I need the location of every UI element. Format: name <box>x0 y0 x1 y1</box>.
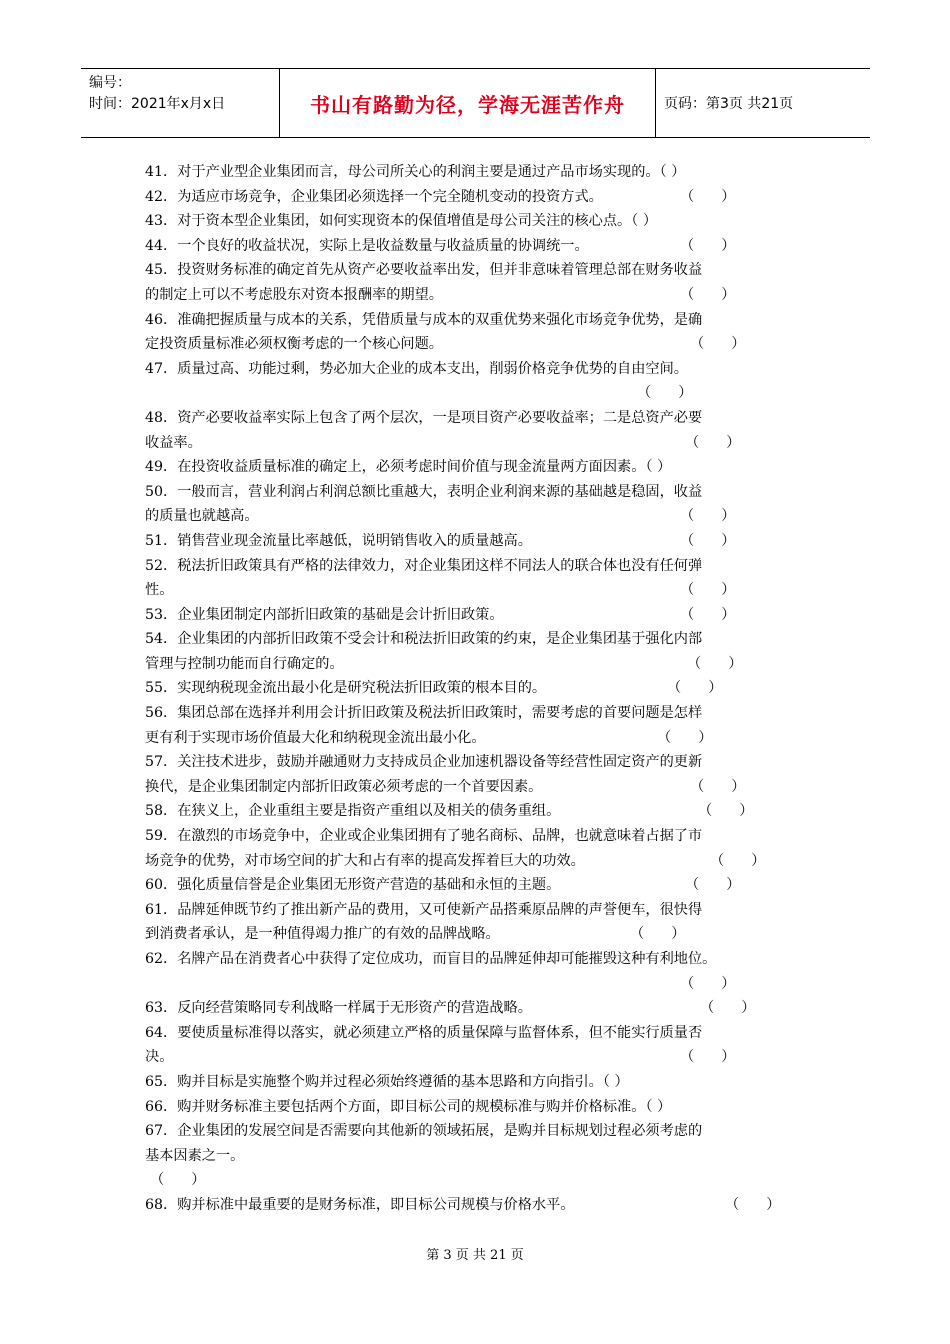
answer-parentheses: （ ） <box>690 778 746 795</box>
question-item <box>145 603 805 628</box>
question-item <box>145 676 805 701</box>
question-item <box>145 750 805 799</box>
question-item <box>145 701 805 750</box>
question-item <box>145 480 805 529</box>
question-item <box>145 406 805 455</box>
question-text-line: 到消费者承认，是一种值得竭力推广的有效的品牌战略。 <box>145 926 500 943</box>
question-text-line: 49．在投资收益质量标准的确定上，必须考虑时间价值与现金流量两方面因素。（ ） <box>145 459 672 476</box>
question-item <box>145 1193 805 1218</box>
answer-parentheses: （ ） <box>685 434 741 451</box>
question-item <box>145 234 805 259</box>
question-text-line: 44．一个良好的收益状况，实际上是收益数量与收益质量的协调统一。 <box>145 237 589 254</box>
page-header <box>81 68 870 138</box>
answer-parentheses: （ ） <box>690 336 746 353</box>
question-text-line <box>145 1168 805 1193</box>
question-list <box>145 160 805 1218</box>
question-text-line: 管理与控制功能而自行确定的。 <box>145 655 344 672</box>
question-item <box>145 258 805 307</box>
question-item <box>145 898 805 947</box>
question-item <box>145 824 805 873</box>
question-text-line: 61．品牌延伸既节约了推出新产品的费用，又可使新产品搭乘原品牌的声誉便车，很快得 <box>145 901 703 918</box>
question-text-line: 47．质量过高、功能过剩，势必加大企业的成本支出，削弱价格竞争优势的自由空间。 <box>145 360 688 377</box>
question-text-line: 场竞争的优势，对市场空间的扩大和占有率的提高发挥着巨大的功效。 <box>145 852 585 869</box>
answer-parentheses: （ ） <box>680 606 736 623</box>
answer-parentheses: （ ） <box>680 508 736 525</box>
question-text-line: 57．关注技术进步，鼓励并融通财力支持成员企业加速机器设备等经营性固定资产的更新 <box>145 754 703 771</box>
answer-parentheses: （ ） <box>637 385 693 402</box>
answer-parentheses: （ ） <box>680 188 736 205</box>
question-text-line: 性。 <box>145 582 174 599</box>
answer-parentheses: （ ） <box>725 1196 781 1213</box>
question-text-line: 54．企业集团的内部折旧政策不受会计和税法折旧政策的约束，是企业集团基于强化内部 <box>145 631 703 648</box>
question-item <box>145 1070 805 1095</box>
question-text-line: 63．反向经营策略同专利战略一样属于无形资产的营造战略。 <box>145 1000 532 1017</box>
question-text-line: 定投资质量标准必须权衡考虑的一个核心问题。 <box>145 336 443 353</box>
question-text-line: 67．企业集团的发展空间是否需要向其他新的领域拓展，是购并目标规划过程必须考虑的 <box>145 1123 703 1140</box>
question-text-line: 62．名牌产品在消费者心中获得了定位成功，而盲目的品牌延伸却可能摧毁这种有利地位。 <box>145 951 717 967</box>
question-text-line: 52．税法折旧政策具有严格的法律效力，对企业集团这样不同法人的联合体也没有任何弹 <box>145 557 703 574</box>
question-item <box>145 627 805 676</box>
question-item <box>145 554 805 603</box>
question-item <box>145 947 805 996</box>
question-item <box>145 160 805 185</box>
question-text-line: 66．购并财务标准主要包括两个方面，即目标公司的规模标准与购并价格标准。（ ） <box>145 1098 672 1115</box>
document-date: 时间：2021年x月x日 <box>89 96 226 112</box>
question-text-line: 48．资产必要收益率实际上包含了两个层次，一是项目资产必要收益率；二是总资产必要 <box>145 409 703 426</box>
question-item <box>145 873 805 898</box>
answer-parentheses: （ ） <box>685 877 741 894</box>
question-item <box>145 996 805 1021</box>
question-item <box>145 308 805 357</box>
question-text-line: 42．为适应市场竞争，企业集团必须选择一个完全随机变动的投资方式。 <box>145 188 603 205</box>
answer-parentheses: （ ） <box>687 655 743 672</box>
answer-parentheses: （ ） <box>680 237 736 254</box>
question-text-line: 45．投资财务标准的确定首先从资产必要收益率出发，但并非意味着管理总部在财务收益 <box>145 262 703 279</box>
document-number-label: 编号： <box>89 75 131 91</box>
question-text-line: 65．购并目标是实施整个购并过程必须始终遵循的基本思路和方向指引。（ ） <box>145 1073 629 1090</box>
question-text-line: 55．实现纳税现金流出最小化是研究税法折旧政策的根本目的。 <box>145 680 547 697</box>
answer-parentheses: （ ） <box>680 975 736 992</box>
question-text-line: 收益率。 <box>145 434 202 451</box>
question-item <box>145 799 805 824</box>
header-meta <box>81 69 280 137</box>
answer-parentheses: （ ） <box>700 1000 756 1017</box>
question-text-line: 的制定上可以不考虑股东对资本报酬率的期望。 <box>145 286 443 303</box>
question-text-line: 51．销售营业现金流量比率越低，说明销售收入的质量越高。 <box>145 532 532 549</box>
question-text-line: 46．准确把握质量与成本的关系，凭借质量与成本的双重优势来强化市场竞争优势，是确 <box>145 311 703 328</box>
question-text-line: 决。 <box>145 1049 174 1066</box>
answer-parentheses: （ ） <box>680 1049 736 1066</box>
question-item <box>145 529 805 554</box>
question-item <box>145 357 805 406</box>
question-text-line: 58．在狭义上，企业重组主要是指资产重组以及相关的债务重组。 <box>145 803 561 820</box>
question-text-line: 的质量也就越高。 <box>145 508 259 525</box>
question-item <box>145 185 805 210</box>
answer-parentheses: （ ） <box>680 582 736 599</box>
question-text-line: 56．集团总部在选择并利用会计折旧政策及税法折旧政策时，需要考虑的首要问题是怎样 <box>145 705 703 722</box>
question-text-line: 更有利于实现市场价值最大化和纳税现金流出最小化。 <box>145 729 486 746</box>
question-item <box>145 1119 805 1193</box>
question-item <box>145 209 805 234</box>
answer-parentheses: （ ） <box>710 852 766 869</box>
answer-parentheses: （ ） <box>667 680 723 697</box>
answer-parentheses: （ ） <box>698 803 754 820</box>
question-item <box>145 455 805 480</box>
question-text-line: 68．购并标准中最重要的是财务标准，即目标公司规模与价格水平。 <box>145 1196 575 1213</box>
answer-parentheses: （ ） <box>630 926 686 943</box>
answer-parentheses: （ ） <box>680 532 736 549</box>
question-text-line: 换代，是企业集团制定内部折旧政策必须考虑的一个首要因素。 <box>145 778 543 795</box>
question-text-line: 60．强化质量信誉是企业集团无形资产营造的基础和永恒的主题。 <box>145 877 561 894</box>
question-text-line: 64．要使质量标准得以落实，就必须建立严格的质量保障与监督体系，但不能实行质量否 <box>145 1024 703 1041</box>
answer-parentheses: （ ） <box>680 286 736 303</box>
header-page-code: 页码：第3页 共21页 <box>664 96 794 112</box>
header-motto: 书山有路勤为径，学海无涯苦作舟 <box>280 69 656 137</box>
question-text-line: 43．对于资本型企业集团，如何实现资本的保值增值是母公司关注的核心点。（ ） <box>145 213 658 230</box>
question-text-line: 基本因素之一。 <box>145 1147 245 1164</box>
question-item <box>145 1021 805 1070</box>
question-text-line <box>145 381 805 406</box>
question-text-line: 50．一般而言，营业利润占利润总额比重越大，表明企业利润来源的基础越是稳固，收益 <box>145 483 703 500</box>
answer-parentheses: （ ） <box>150 1172 206 1189</box>
question-text-line: 53．企业集团制定内部折旧政策的基础是会计折旧政策。 <box>145 606 504 623</box>
question-text-line: 59．在激烈的市场竞争中，企业或企业集团拥有了驰名商标、品牌，也就意味着占据了市 <box>145 828 703 845</box>
question-item <box>145 1095 805 1120</box>
question-text-line: 41．对于产业型企业集团而言，母公司所关心的利润主要是通过产品市场实现的。（ ） <box>145 164 686 180</box>
answer-parentheses: （ ） <box>657 729 713 746</box>
page-footer: 第 3 页 共 21 页 <box>426 1248 524 1263</box>
